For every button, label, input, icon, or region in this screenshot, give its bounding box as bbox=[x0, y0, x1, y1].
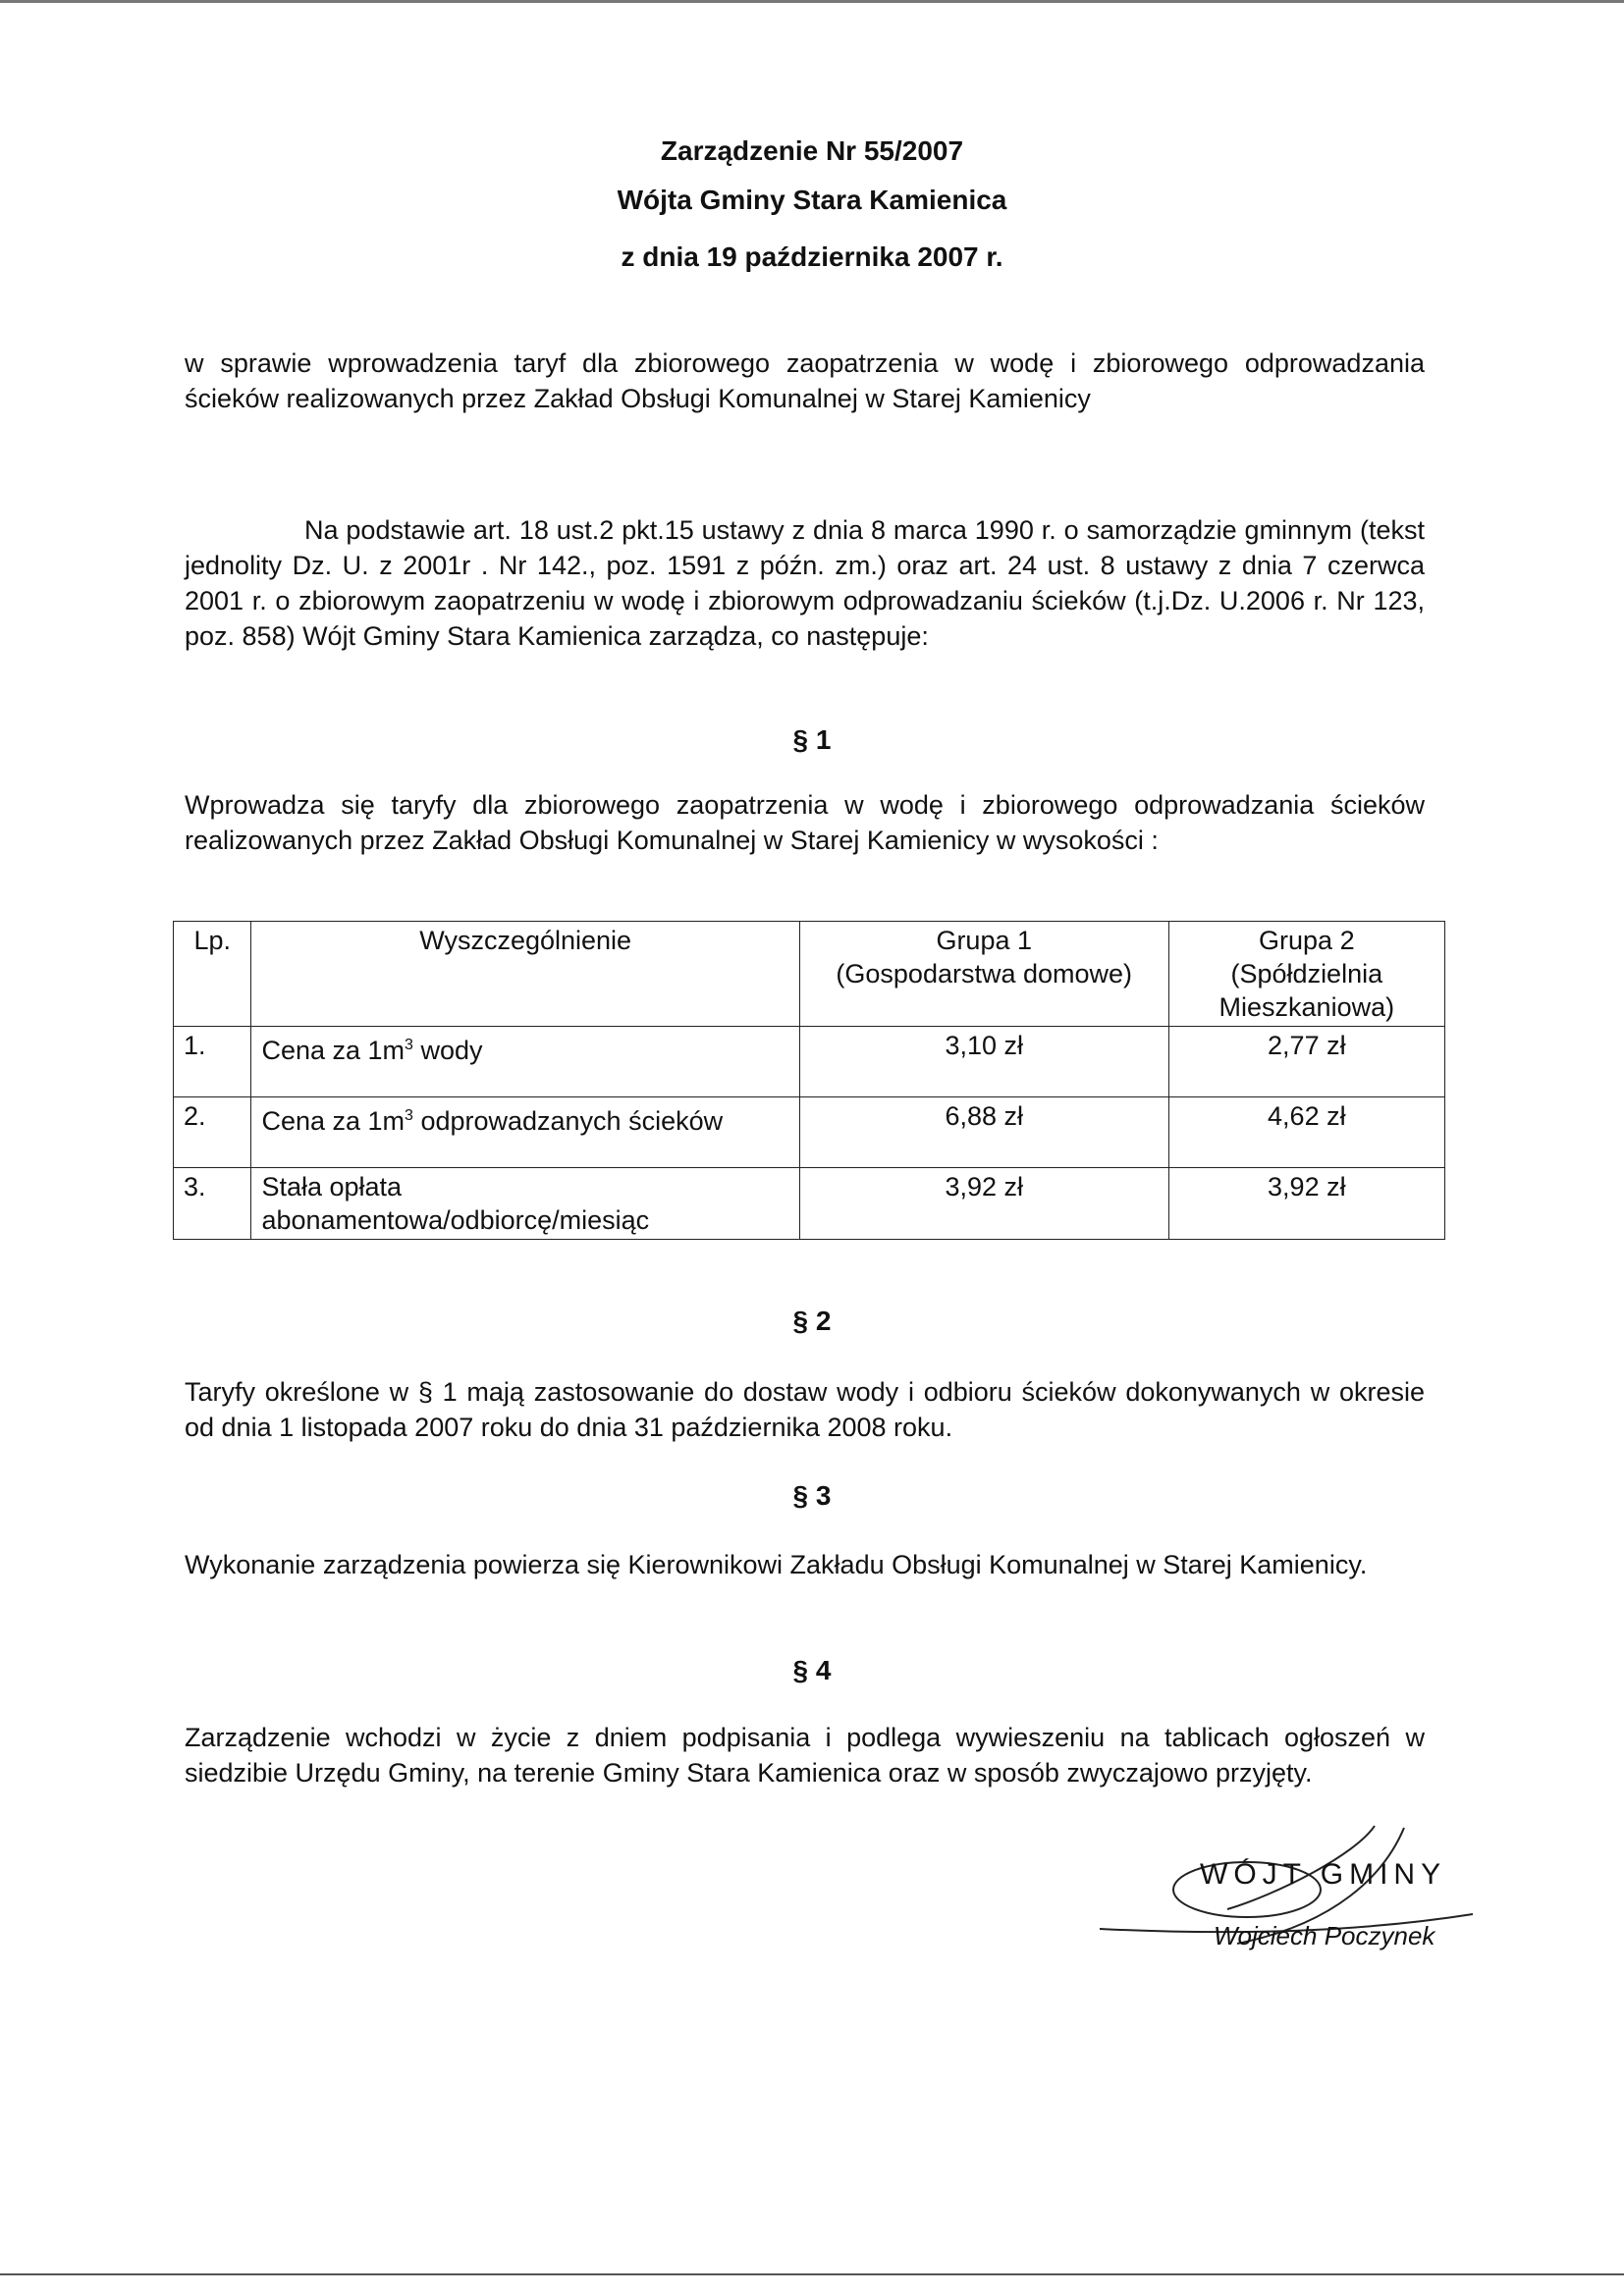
top-scan-edge bbox=[0, 0, 1624, 3]
row-lp: 3. bbox=[174, 1168, 251, 1240]
signature-title: WÓJT GMINY bbox=[1200, 1858, 1447, 1891]
row-desc-tail: odprowadzanych ścieków bbox=[412, 1106, 724, 1136]
header-group-1-title: Grupa 1 bbox=[936, 926, 1032, 955]
row-desc bbox=[251, 1097, 799, 1168]
row-group-1-price: 3,92 zł bbox=[799, 1168, 1168, 1240]
row-desc bbox=[251, 1168, 799, 1240]
table-row bbox=[174, 1168, 1445, 1240]
header-group-1 bbox=[799, 922, 1168, 1027]
header-lp: Lp. bbox=[174, 922, 251, 1027]
header-group-2-title: Grupa 2 bbox=[1259, 926, 1355, 955]
row-group-1-price: 3,10 zł bbox=[799, 1027, 1168, 1097]
section-4-mark: § 4 bbox=[792, 1655, 832, 1685]
section-1-text: Wprowadza się taryfy dla zbiorowego zaopatrzenia w wodę i zbiorowego odprowadzania ścieków realizowanych przez Zakład Obsługi Komunalnej w Starej Kamienicy w wysokości : bbox=[185, 790, 1425, 855]
row-desc-text: Stała opłata abonamentowa/odbiorcę/miesiąc bbox=[261, 1172, 650, 1235]
section-2-text: Taryfy określone w § 1 mają zastosowanie do dostaw wody i odbioru ścieków dokonywanych w okresie od dnia 1 listopada 2007 roku do dnia 31 października 2008 roku. bbox=[185, 1377, 1425, 1442]
doc-preamble: Na podstawie art. 18 ust.2 pkt.15 ustawy z dnia 8 marca 1990 r. o samorządzie gminnym (tekst jednolity Dz. U. z 2001r . Nr 142., poz. 1591 z późn. zm.) oraz art. 24 ust. 8 ustawy z dnia 7 czerwca 2001 r. o zbiorowym zaopatrzeniu w wodę i zbiorowym odprowadzaniu ścieków (t.j.Dz. U.2006 r. Nr 123, poz. 858) Wójt Gminy Stara Kamienica zarządza, co następuje: bbox=[185, 515, 1425, 651]
table-header-row bbox=[174, 922, 1445, 1027]
row-desc-text: Cena za 1m bbox=[261, 1106, 406, 1136]
row-group-1-price: 6,88 zł bbox=[799, 1097, 1168, 1168]
section-3-text: Wykonanie zarządzenia powierza się Kierownikowi Zakładu Obsługi Komunalnej w Starej Kamienicy. bbox=[185, 1550, 1368, 1579]
header-group-2 bbox=[1168, 922, 1444, 1027]
doc-subject: w sprawie wprowadzenia taryf dla zbiorowego zaopatrzenia w wodę i zbiorowego odprowadzania ścieków realizowanych przez Zakład Obsługi Komunalnej w Starej Kamienicy bbox=[185, 348, 1425, 413]
table-row bbox=[174, 1097, 1445, 1168]
table-row bbox=[174, 1027, 1445, 1097]
tariff-table bbox=[173, 921, 1445, 1240]
section-1-mark: § 1 bbox=[792, 724, 832, 755]
section-4-text: Zarządzenie wchodzi w życie z dniem podpisania i podlega wywieszeniu na tablicach ogłoszeń w siedzibie Urzędu Gminy, na terenie Gminy Stara Kamienica oraz w sposób zwyczajowo przyjęty. bbox=[185, 1723, 1425, 1788]
doc-title: Zarządzenie Nr 55/2007 bbox=[660, 135, 964, 166]
signature-name: Wojciech Poczynek bbox=[1214, 1921, 1435, 1950]
header-group-2-subtitle-1: (Spółdzielnia bbox=[1230, 959, 1383, 988]
row-group-2-price: 4,62 zł bbox=[1168, 1097, 1444, 1168]
row-desc-superscript: 3 bbox=[405, 1107, 413, 1124]
row-lp: 2. bbox=[174, 1097, 251, 1168]
row-group-2-price: 3,92 zł bbox=[1168, 1168, 1444, 1240]
section-2-mark: § 2 bbox=[792, 1306, 832, 1336]
row-group-2-price: 2,77 zł bbox=[1168, 1027, 1444, 1097]
bottom-scan-edge bbox=[0, 2273, 1624, 2275]
header-group-1-subtitle: (Gospodarstwa domowe) bbox=[836, 959, 1133, 988]
doc-issuer: Wójta Gminy Stara Kamienica bbox=[617, 185, 1007, 215]
row-desc bbox=[251, 1027, 799, 1097]
header-desc: Wyszczególnienie bbox=[251, 922, 799, 1027]
doc-date: z dnia 19 października 2007 r. bbox=[621, 241, 1003, 272]
section-3-mark: § 3 bbox=[792, 1480, 832, 1511]
row-desc-superscript: 3 bbox=[405, 1037, 413, 1053]
row-desc-text: Cena za 1m bbox=[261, 1036, 406, 1065]
row-lp: 1. bbox=[174, 1027, 251, 1097]
row-desc-tail: wody bbox=[412, 1036, 483, 1065]
header-group-2-subtitle-2: Mieszkaniowa) bbox=[1218, 992, 1395, 1022]
